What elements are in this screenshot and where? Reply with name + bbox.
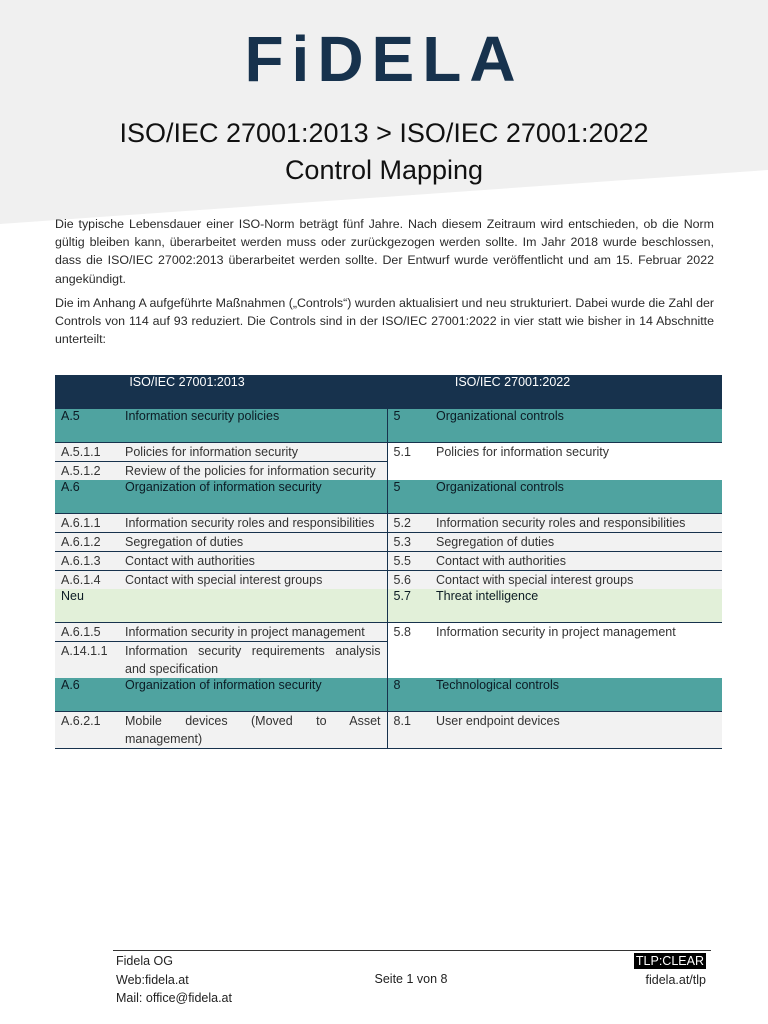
section-title-right: Technological controls	[430, 678, 722, 712]
control-id-2013: A.6.1.5	[55, 623, 119, 642]
section-title-left: Information security policies	[119, 409, 387, 443]
table-row	[55, 533, 722, 552]
footer-company: Fidela OG	[116, 954, 173, 968]
section-id-left: A.6	[55, 678, 119, 712]
control-text-2022: Information security in project management	[430, 623, 722, 679]
control-text-2013: Contact with special interest groups	[119, 571, 387, 590]
control-id-2013: A.5.1.2	[55, 462, 119, 481]
page-subtitle: Control Mapping	[284, 155, 484, 185]
control-id-2022: 5.2	[387, 514, 430, 533]
control-id-2013: A.6.1.1	[55, 514, 119, 533]
section-title-left: Organization of information security	[119, 678, 387, 712]
control-id-2022: 5.6	[387, 571, 430, 590]
control-text-2022: Contact with special interest groups	[430, 571, 722, 590]
control-mapping-table	[55, 375, 722, 749]
control-id-2013: A.5.1.1	[55, 443, 119, 462]
tlp-badge: TLP:CLEAR	[635, 954, 704, 968]
section-title-right: Organizational controls	[430, 409, 722, 443]
control-text-2022: Segregation of duties	[430, 533, 722, 552]
table-row	[55, 514, 722, 533]
control-text-2013: Review of the policies for information security	[119, 462, 387, 481]
section-id-right: 8	[387, 678, 430, 712]
section-id-left: A.5	[55, 409, 119, 443]
control-id-2022: 5.1	[387, 443, 430, 481]
control-text-2013: Information security requirements analysis and specification	[119, 642, 387, 679]
section-row	[55, 480, 722, 514]
control-id-2022: 5.3	[387, 533, 430, 552]
section-id-left: A.6	[55, 480, 119, 514]
table-header-row	[55, 375, 722, 409]
footer-tlp	[634, 952, 706, 989]
control-text-2013: Policies for information security	[119, 443, 387, 462]
column-header-2013: ISO/IEC 27001:2013	[55, 375, 387, 409]
control-text-2013: Information security roles and responsibilities	[119, 514, 387, 533]
control-text-2013: Information security in project management	[119, 623, 387, 642]
control-text-2013: Contact with authorities	[119, 552, 387, 571]
section-id-right: 5	[387, 480, 430, 514]
control-text-2022: Information security roles and responsibilities	[430, 514, 722, 533]
control-id-2013: A.6.1.3	[55, 552, 119, 571]
control-id-2022: 8.1	[387, 712, 430, 749]
column-header-2022: ISO/IEC 27001:2022	[387, 375, 722, 409]
table-row	[55, 552, 722, 571]
section-title-right: Threat intelligence	[430, 589, 722, 623]
fidela-logo: FiDELA	[244, 23, 524, 95]
control-text-2022: User endpoint devices	[430, 712, 722, 749]
footer-mail-link[interactable]: Mail: office@fidela.at	[116, 991, 232, 1005]
control-text-2022: Contact with authorities	[430, 552, 722, 571]
control-text-2013: Segregation of duties	[119, 533, 387, 552]
control-id-2013: A.6.1.2	[55, 533, 119, 552]
section-title-left: Organization of information security	[119, 480, 387, 514]
footer-web-link[interactable]: Web:fidela.at	[116, 972, 189, 987]
control-id-2013: A.14.1.1	[55, 642, 119, 679]
footer-page-number: Seite 1 von 8	[374, 972, 448, 986]
page-title: ISO/IEC 27001:2013 > ISO/IEC 27001:2022	[119, 118, 649, 148]
control-id-2022: 5.5	[387, 552, 430, 571]
control-id-2013: A.6.2.1	[55, 712, 119, 749]
tlp-link[interactable]: fidela.at/tlp	[645, 972, 706, 987]
intro-paragraph-2: Die im Anhang A aufgeführte Maßnahmen („Controls“) wurden aktualisiert und neu strukturiert. Dabei wurde die Zahl der Controls von 114 auf 93 reduziert. Die Controls sind in der ISO/IEC 27001:2022 in vier statt wie bisher in 14 Abschnitte unterteilt:	[55, 296, 714, 347]
new-label: Neu	[55, 589, 387, 623]
footer-divider	[113, 950, 711, 951]
control-id-2013: A.6.1.4	[55, 571, 119, 590]
table-row	[55, 571, 722, 590]
new-control-row	[55, 589, 722, 623]
section-row	[55, 678, 722, 712]
section-title-right: Organizational controls	[430, 480, 722, 514]
table-row	[55, 712, 722, 749]
table-row	[55, 623, 722, 642]
section-id-right: 5.7	[387, 589, 430, 623]
control-id-2022: 5.8	[387, 623, 430, 679]
section-id-right: 5	[387, 409, 430, 443]
control-text-2013: Mobile devices (Moved to Asset management)	[119, 712, 387, 749]
control-text-2022: Policies for information security	[430, 443, 722, 481]
intro-paragraph-1: Die typische Lebensdauer einer ISO-Norm beträgt fünf Jahre. Nach diesem Zeitraum wird entschieden, ob die Norm gültig bleiben kann, überarbeitet werden muss oder zurückgezogen werden sollte. Im Jahr 2018 wurde beschlossen, dass die ISO/IEC 27002:2013 überarbeitet werden sollte. Der Entwurf wurde veröffentlicht und am 15. Februar 2022 angekündigt.	[55, 217, 714, 286]
table-row	[55, 443, 722, 462]
section-row	[55, 409, 722, 443]
